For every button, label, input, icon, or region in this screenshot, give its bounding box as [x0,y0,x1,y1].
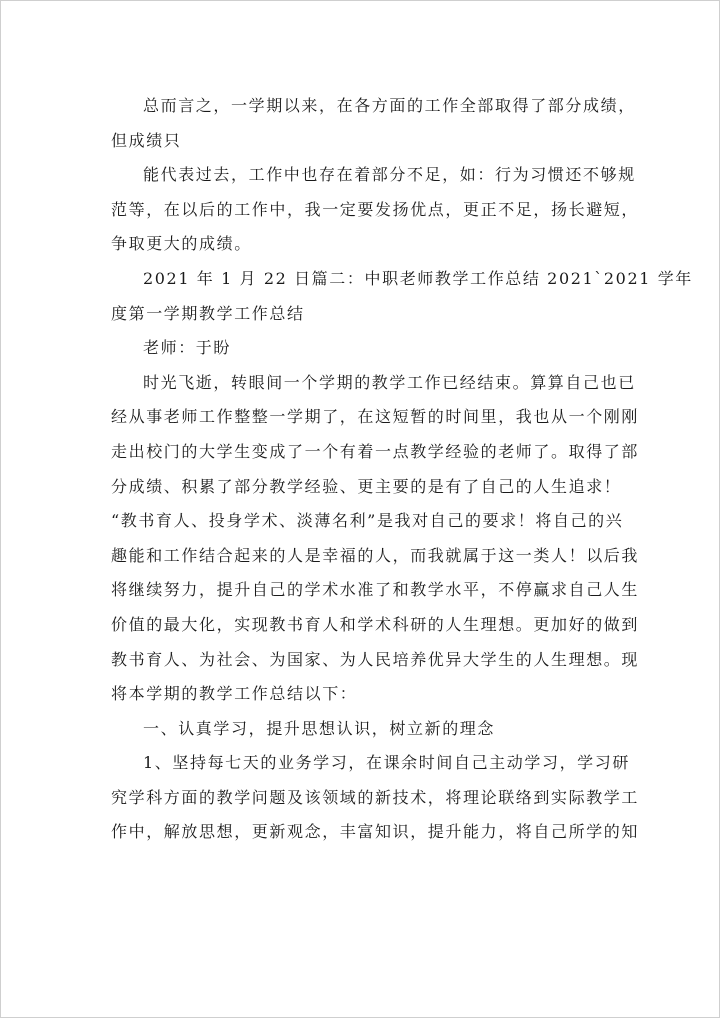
text-line: 走出校门的大学生变成了一个有着一点教学经验的老师了。取得了部 [111,441,640,461]
text-line: 度第一学期教学工作总结 [111,303,305,323]
text-line: 老师：于盼 [143,338,232,358]
text-line: 总而言之，一学期以来，在各方面的工作全部取得了部分成绩， [143,96,636,115]
text-line: 但成绩只 [111,130,182,150]
text-line: 趣能和工作结合起来的人是幸福的人，而我就属于这一类人！以后我 [111,545,640,565]
text-line: “教书育人、投身学术、淡薄名利”是我对自己的要求！将自己的兴 [111,511,624,531]
text-line: 教书育人、为社会、为国家、为人民培养优异大学生的人生理想。现 [111,649,640,669]
text-line: 能代表过去，工作中也存在着部分不足，如：行为习惯还不够规 [143,165,636,185]
text-line: 争取更大的成绩。 [111,234,252,254]
text-line: 价值的最大化，实现教书育人和学术科研的人生理想。更加好的做到 [111,614,640,634]
text-line: 分成绩、积累了部分教学经验、更主要的是有了自己的人生追求！ [111,476,622,496]
text-line: 范等，在以后的工作中，我一定要发扬优点，更正不足，扬长避短， [111,199,640,219]
text-line: 经从事老师工作整整一学期了，在这短暂的时间里，我也从一个刚刚 [111,407,640,427]
text-line: 1、坚持每七天的业务学习，在课余时间自己主动学习，学习研 [143,753,630,773]
document-body [111,89,693,850]
text-line: 2021 年 1 月 22 日篇二：中职老师教学工作总结 2021`2021 学年 [143,268,693,288]
text-line: 作中，解放思想，更新观念，丰富知识，提升能力，将自己所学的知 [111,822,640,842]
text-line: 将本学期的教学工作总结以下： [111,684,358,704]
text-line: 将继续努力，提升自己的学术水准了和教学水平，不停赢求自己人生 [111,580,640,600]
text-line: 一、认真学习，提升思想认识，树立新的理念 [143,718,496,738]
text-line: 究学科方面的教学问题及该领域的新技术，将理论联络到实际教学工 [111,787,640,807]
text-line: 时光飞逝，转眼间一个学期的教学工作已经结束。算算自己也已 [143,372,636,392]
